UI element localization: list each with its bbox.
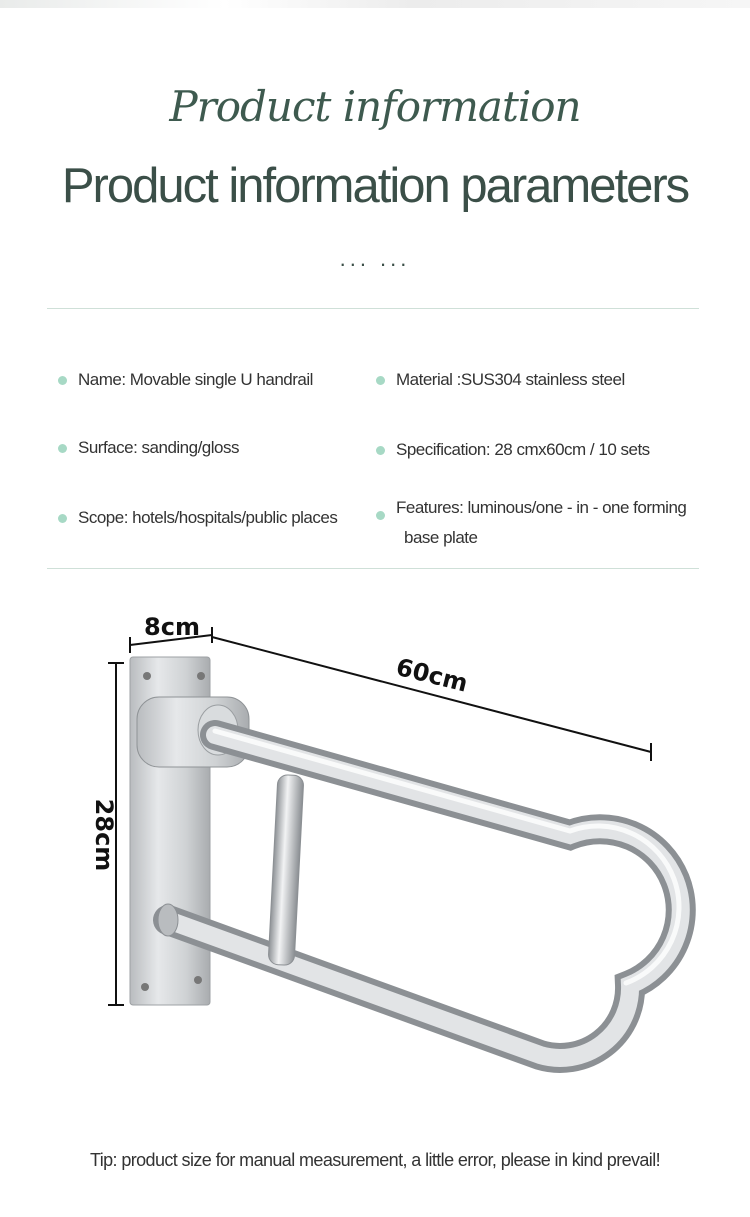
spec-material-text: Material :SUS304 stainless steel [396, 370, 625, 389]
spec-features-text: Features: luminous/one - in - one forming [396, 498, 687, 517]
bullet-icon [376, 446, 385, 455]
screw-icon [197, 672, 205, 680]
spec-features-text-line2: base plate [404, 528, 478, 547]
top-image-strip [0, 0, 750, 8]
spec-name-text: Name: Movable single U handrail [78, 370, 313, 389]
spec-scope-text: Scope: hotels/hospitals/public places [78, 508, 338, 527]
script-title: Product information [169, 82, 581, 131]
screw-icon [194, 976, 202, 984]
tip-text: Tip: product size for manual measurement, a little error, please in kind prevail! [89, 1150, 661, 1170]
screw-icon [143, 672, 151, 680]
screw-icon [141, 983, 149, 991]
handrail-tube [158, 731, 681, 1058]
page-title: Product information parameters [61, 159, 689, 213]
length-label: 60cm [393, 652, 471, 698]
bullet-icon [376, 511, 385, 520]
decorative-dots: ... ... [339, 246, 411, 271]
bullet-icon [58, 376, 67, 385]
spec-specification-text: Specification: 28 cmx60cm / 10 sets [396, 440, 650, 459]
height-label: 28cm [90, 798, 118, 872]
bullet-icon [58, 514, 67, 523]
spec-surface-text: Surface: sanding/gloss [78, 438, 239, 457]
bullet-icon [376, 376, 385, 385]
divider-bottom [47, 568, 699, 569]
bullet-icon [58, 444, 67, 453]
depth-label: 8cm [144, 613, 200, 641]
handrail-diagram [0, 585, 750, 1125]
divider-top [47, 308, 699, 309]
